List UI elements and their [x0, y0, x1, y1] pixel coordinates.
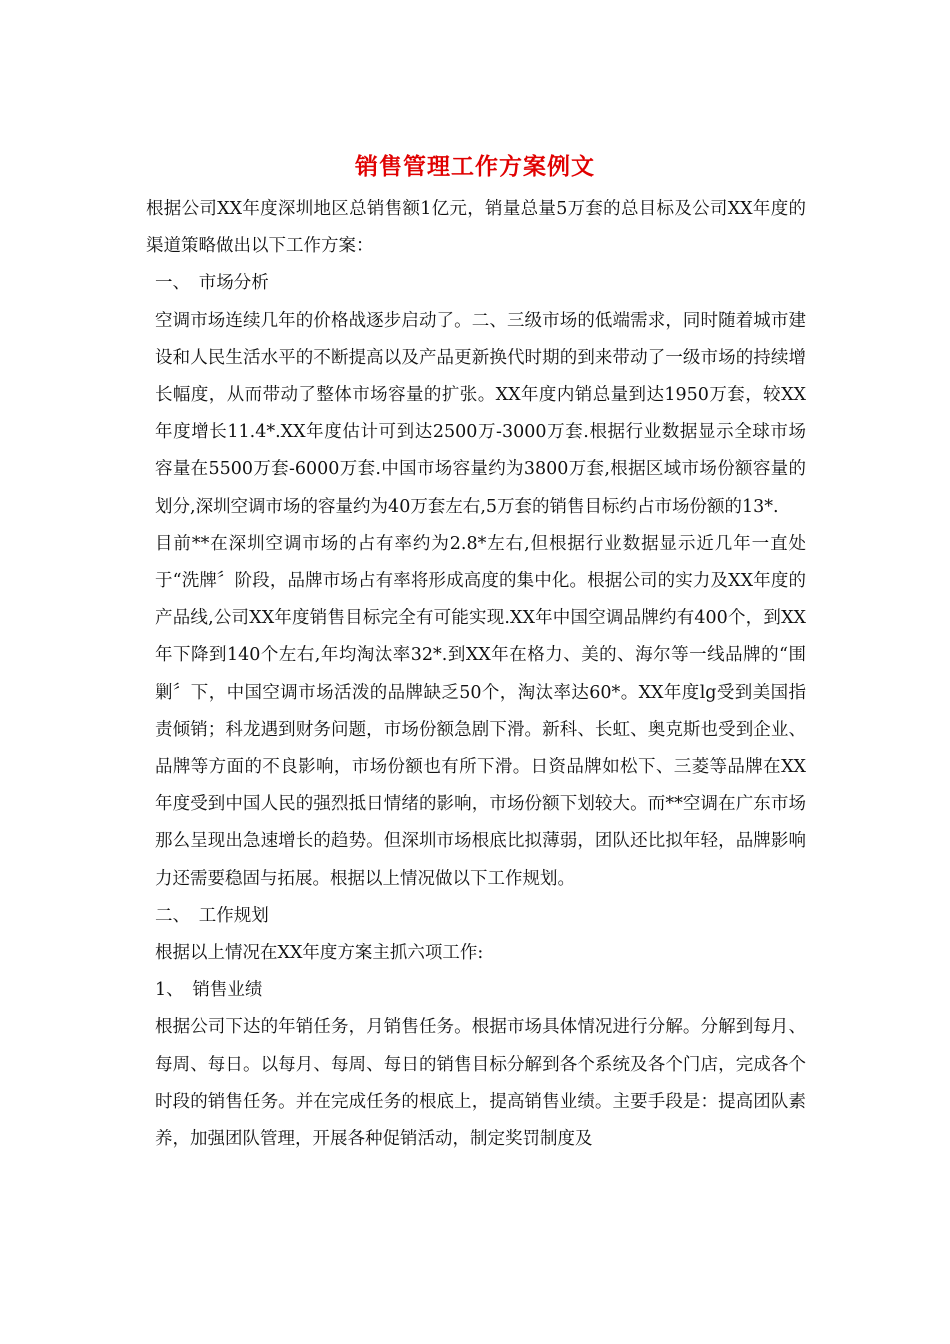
document-title: 销售管理工作方案例文	[355, 153, 595, 180]
document-body	[146, 191, 806, 1158]
section-heading-market-analysis: 一、 市场分析	[155, 273, 269, 294]
market-paragraph-1: 空调市场连续几年的价格战逐步启动了。二、三级市场的低端需求，同时随着城市建设和人民生活水平的不断提高以及产品更新换代时期的到来带动了一级市场的持续增长幅度，从而带动了整体市场容量的扩张。XX年度内销总量到达1950万套，较XX年度增长11.4*.XX年度估计可到达2500万-3000万套.根据行业数据显示全球市场容量在5500万套-6000万套.中国市场容量约为3800万套,根据区域市场份额容量的划分,深圳空调市场的容量约为40万套左右,5万套的销售目标约占市场份额的13*.	[155, 310, 806, 517]
subsection-heading-sales-performance: 1、 销售业绩	[155, 980, 263, 1001]
section-heading-work-plan: 二、 工作规划	[155, 905, 269, 926]
sales-performance-paragraph: 根据公司下达的年销任务，月销售任务。根据市场具体情况进行分解。分解到每月、每周、每日。以每月、每周、每日的销售目标分解到各个系统及各个门店，完成各个时段的销售任务。并在完成任务的根底上，提高销售业绩。主要手段是：提高团队素养，加强团队管理，开展各种促销活动，制定奖罚制度及	[155, 1017, 806, 1150]
market-paragraph-2: 目前**在深圳空调市场的占有率约为2.8*左右,但根据行业数据显示近几年一直处于“洗牌〞阶段，品牌市场占有率将形成高度的集中化。根据公司的实力及XX年度的产品线,公司XX年度销售目标完全有可能实现.XX年中国空调品牌约有400个，到XX年下降到140个左右,年均淘汰率32*.到XX年在格力、美的、海尔等一线品牌的“围剿〞下，中国空调市场活泼的品牌缺乏50个，淘汰率达60*。XX年度lg受到美国指责倾销；科龙遇到财务问题，市场份额急剧下滑。新科、长虹、奥克斯也受到企业、品牌等方面的不良影响，市场份额也有所下滑。日资品牌如松下、三菱等品牌在XX年度受到中国人民的强烈抵日情绪的影响，市场份额下划较大。而**空调在广东市场那么呈现出急速增长的趋势。但深圳市场根底比拟薄弱，团队还比拟年轻，品牌影响力还需要稳固与拓展。根据以上情况做以下工作规划。	[155, 533, 806, 889]
work-plan-intro: 根据以上情况在XX年度方案主抓六项工作:	[155, 943, 484, 964]
intro-paragraph: 根据公司XX年度深圳地区总销售额1亿元，销量总量5万套的总目标及公司XX年度的渠道策略做出以下工作方案：	[146, 199, 806, 257]
